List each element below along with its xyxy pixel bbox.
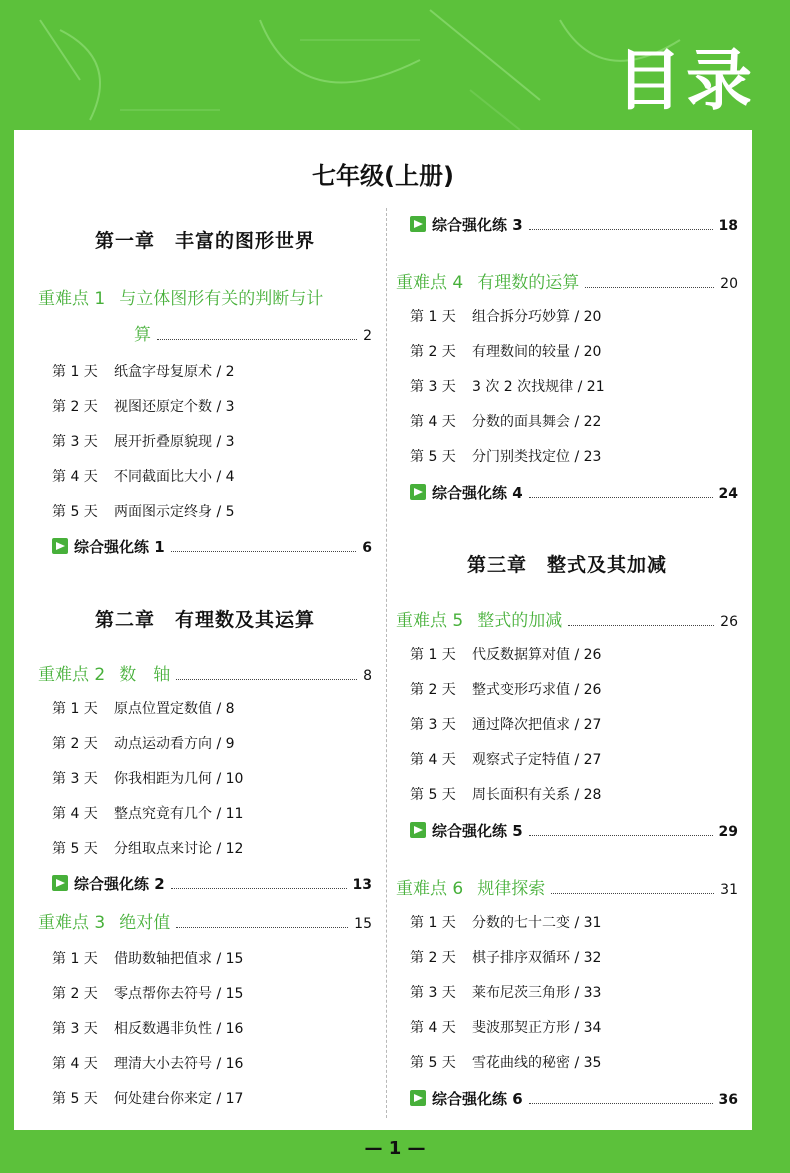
key-point-topic: 绝对值 xyxy=(119,913,171,933)
day-label: 第 5 天 xyxy=(52,841,98,857)
day-label: 第 1 天 xyxy=(410,915,456,931)
day-label: 第 1 天 xyxy=(410,647,456,663)
grade-title: 七年级(上册) xyxy=(312,162,454,190)
day-topic: 不同截面比大小 / 4 xyxy=(114,469,235,485)
review-entry[interactable] xyxy=(410,482,738,503)
day-entry[interactable] xyxy=(410,947,738,967)
key-point-entry[interactable] xyxy=(396,874,738,899)
arrow-icon xyxy=(52,538,68,554)
day-entry[interactable] xyxy=(410,1017,738,1037)
arrow-icon xyxy=(410,822,426,838)
day-entry[interactable] xyxy=(52,1018,372,1038)
day-entry[interactable] xyxy=(52,948,372,968)
day-topic: 借助数轴把值求 / 15 xyxy=(114,951,244,967)
day-topic: 动点运动看方向 / 9 xyxy=(114,736,235,752)
arrow-icon xyxy=(410,216,426,232)
day-label: 第 1 天 xyxy=(52,951,98,967)
day-label: 第 5 天 xyxy=(410,1055,456,1071)
leader-dots xyxy=(176,679,357,680)
day-topic: 两面图示定终身 / 5 xyxy=(114,504,235,520)
page-number: 20 xyxy=(720,276,738,292)
day-label: 第 4 天 xyxy=(410,414,456,430)
key-point-topic: 规律探索 xyxy=(477,879,546,899)
day-label: 第 4 天 xyxy=(52,806,98,822)
day-topic: 原点位置定数值 / 8 xyxy=(114,701,235,717)
day-topic: 棋子排序双循环 / 32 xyxy=(472,950,602,966)
day-topic: 理清大小去符号 / 16 xyxy=(114,1056,244,1072)
day-topic: 零点帮你去符号 / 15 xyxy=(114,986,244,1002)
leader-dots xyxy=(529,1103,713,1104)
day-label: 第 2 天 xyxy=(410,950,456,966)
day-topic: 分数的七十二变 / 31 xyxy=(472,915,602,931)
day-topic: 雪花曲线的秘密 / 35 xyxy=(472,1055,602,1071)
day-entry[interactable] xyxy=(410,644,738,664)
day-entry[interactable] xyxy=(52,768,372,788)
key-point-label: 重难点 5 xyxy=(396,611,464,631)
day-topic: 分组取点来讨论 / 12 xyxy=(114,841,244,857)
day-label: 第 4 天 xyxy=(52,1056,98,1072)
page-number: 18 xyxy=(718,218,738,234)
day-label: 第 2 天 xyxy=(410,682,456,698)
day-entry[interactable] xyxy=(410,446,738,466)
key-point-entry[interactable] xyxy=(38,660,372,685)
leader-dots xyxy=(585,287,714,288)
leader-dots xyxy=(529,229,713,230)
day-topic: 相反数遇非负性 / 16 xyxy=(114,1021,244,1037)
day-label: 第 2 天 xyxy=(410,344,456,360)
day-label: 第 5 天 xyxy=(410,787,456,803)
day-label: 第 3 天 xyxy=(410,379,456,395)
day-label: 第 1 天 xyxy=(52,701,98,717)
leader-dots xyxy=(568,625,714,626)
review-entry[interactable] xyxy=(52,873,372,894)
day-topic: 分数的面具舞会 / 22 xyxy=(472,414,602,430)
arrow-icon xyxy=(410,484,426,500)
leader-dots xyxy=(551,893,714,894)
leader-dots xyxy=(529,497,713,498)
day-entry[interactable] xyxy=(410,749,738,769)
day-label: 第 1 天 xyxy=(52,364,98,380)
day-entry[interactable] xyxy=(410,912,738,932)
day-label: 第 2 天 xyxy=(52,736,98,752)
day-topic: 你我相距为几何 / 10 xyxy=(114,771,244,787)
page-number: 29 xyxy=(718,824,738,840)
review-label: 综合强化练 2 xyxy=(74,875,165,893)
day-label: 第 2 天 xyxy=(52,399,98,415)
day-entry[interactable] xyxy=(52,698,372,718)
day-topic: 有理数间的较量 / 20 xyxy=(472,344,602,360)
day-topic: 莱布尼茨三角形 / 33 xyxy=(472,985,602,1001)
day-entry[interactable] xyxy=(52,838,372,858)
page-number: 26 xyxy=(720,614,738,630)
day-entry[interactable] xyxy=(52,361,372,381)
review-label: 综合强化练 1 xyxy=(74,538,165,556)
leader-dots xyxy=(171,551,357,552)
day-topic: 观察式子定特值 / 27 xyxy=(472,752,602,768)
day-entry[interactable] xyxy=(52,396,372,416)
day-entry[interactable] xyxy=(52,733,372,753)
day-label: 第 5 天 xyxy=(52,1091,98,1107)
page-number: 36 xyxy=(718,1092,738,1108)
footer-page-number: — 1 — xyxy=(364,1138,426,1159)
day-entry[interactable] xyxy=(410,411,738,431)
key-point-topic: 数 轴 xyxy=(119,665,171,685)
day-entry[interactable] xyxy=(410,714,738,734)
column-divider xyxy=(386,208,387,1118)
page-title: 目录 xyxy=(616,42,756,119)
day-entry[interactable] xyxy=(410,376,738,396)
day-entry[interactable] xyxy=(410,341,738,361)
day-topic: 通过降次把值求 / 27 xyxy=(472,717,602,733)
page-number: 6 xyxy=(362,540,372,556)
day-topic: 组合拆分巧妙算 / 20 xyxy=(472,309,602,325)
day-topic: 斐波那契正方形 / 34 xyxy=(472,1020,602,1036)
page-number: 15 xyxy=(354,916,372,932)
review-label: 综合强化练 3 xyxy=(432,216,523,234)
day-topic: 周长面积有关系 / 28 xyxy=(472,787,602,803)
page-number: 2 xyxy=(363,328,372,344)
day-topic: 代反数据算对值 / 26 xyxy=(472,647,602,663)
day-entry[interactable] xyxy=(52,501,372,521)
day-label: 第 5 天 xyxy=(410,449,456,465)
day-label: 第 2 天 xyxy=(52,986,98,1002)
key-point-label: 重难点 1 xyxy=(38,289,106,309)
day-entry[interactable] xyxy=(52,1088,372,1108)
chapter-heading: 第三章 整式及其加减 xyxy=(466,554,667,576)
leader-dots xyxy=(176,927,348,928)
day-topic: 分门别类找定位 / 23 xyxy=(472,449,602,465)
chapter-heading: 第一章 丰富的图形世界 xyxy=(94,230,315,252)
key-point-label: 重难点 3 xyxy=(38,913,106,933)
key-point-topic: 与立体图形有关的判断与计 xyxy=(119,289,324,309)
day-label: 第 5 天 xyxy=(52,504,98,520)
key-point-label: 重难点 6 xyxy=(396,879,464,899)
key-point-topic: 有理数的运算 xyxy=(477,273,580,293)
page-number: 24 xyxy=(718,486,738,502)
day-entry[interactable] xyxy=(410,306,738,326)
day-label: 第 4 天 xyxy=(410,1020,456,1036)
key-point-entry-continued[interactable] xyxy=(134,320,372,345)
contents-panel xyxy=(14,130,752,1130)
day-entry[interactable] xyxy=(52,1053,372,1073)
key-point-label: 重难点 2 xyxy=(38,665,106,685)
day-entry[interactable] xyxy=(52,431,372,451)
key-point-label: 重难点 4 xyxy=(396,273,464,293)
day-topic: 展开折叠原貌现 / 3 xyxy=(114,434,235,450)
review-label: 综合强化练 6 xyxy=(432,1090,523,1108)
day-topic: 整式变形巧求值 / 26 xyxy=(472,682,602,698)
chapter-heading: 第二章 有理数及其运算 xyxy=(94,609,315,631)
leader-dots xyxy=(157,339,357,340)
key-point-entry[interactable] xyxy=(396,268,738,293)
review-entry[interactable] xyxy=(410,820,738,841)
day-label: 第 3 天 xyxy=(52,1021,98,1037)
review-entry[interactable] xyxy=(410,214,738,235)
day-label: 第 3 天 xyxy=(410,717,456,733)
day-label: 第 3 天 xyxy=(52,771,98,787)
day-entry[interactable] xyxy=(410,982,738,1002)
day-topic: 视图还原定个数 / 3 xyxy=(114,399,235,415)
day-entry[interactable] xyxy=(52,803,372,823)
day-label: 第 4 天 xyxy=(52,469,98,485)
day-entry[interactable] xyxy=(52,983,372,1003)
key-point-entry[interactable] xyxy=(38,908,372,933)
page-number: 31 xyxy=(720,882,738,898)
page-number: 8 xyxy=(363,668,372,684)
day-topic: 3 次 2 次找规律 / 21 xyxy=(472,379,605,395)
key-point-entry[interactable] xyxy=(396,606,738,631)
day-topic: 整点究竟有几个 / 11 xyxy=(114,806,244,822)
key-point-entry[interactable] xyxy=(38,284,372,309)
day-entry[interactable] xyxy=(410,784,738,804)
key-point-topic: 整式的加减 xyxy=(477,611,563,631)
leader-dots xyxy=(171,888,347,889)
day-entry[interactable] xyxy=(410,1052,738,1072)
arrow-icon xyxy=(410,1090,426,1106)
arrow-icon xyxy=(52,875,68,891)
day-label: 第 1 天 xyxy=(410,309,456,325)
review-label: 综合强化练 4 xyxy=(432,484,523,502)
review-entry[interactable] xyxy=(410,1088,738,1109)
key-point-topic: 算 xyxy=(134,325,151,345)
day-topic: 何处建台你来定 / 17 xyxy=(114,1091,244,1107)
leader-dots xyxy=(529,835,713,836)
day-label: 第 4 天 xyxy=(410,752,456,768)
day-entry[interactable] xyxy=(410,679,738,699)
review-entry[interactable] xyxy=(52,536,372,557)
review-label: 综合强化练 5 xyxy=(432,822,523,840)
day-topic: 纸盒字母复原术 / 2 xyxy=(114,364,235,380)
day-label: 第 3 天 xyxy=(52,434,98,450)
page-number: 13 xyxy=(352,877,372,893)
day-entry[interactable] xyxy=(52,466,372,486)
day-label: 第 3 天 xyxy=(410,985,456,1001)
